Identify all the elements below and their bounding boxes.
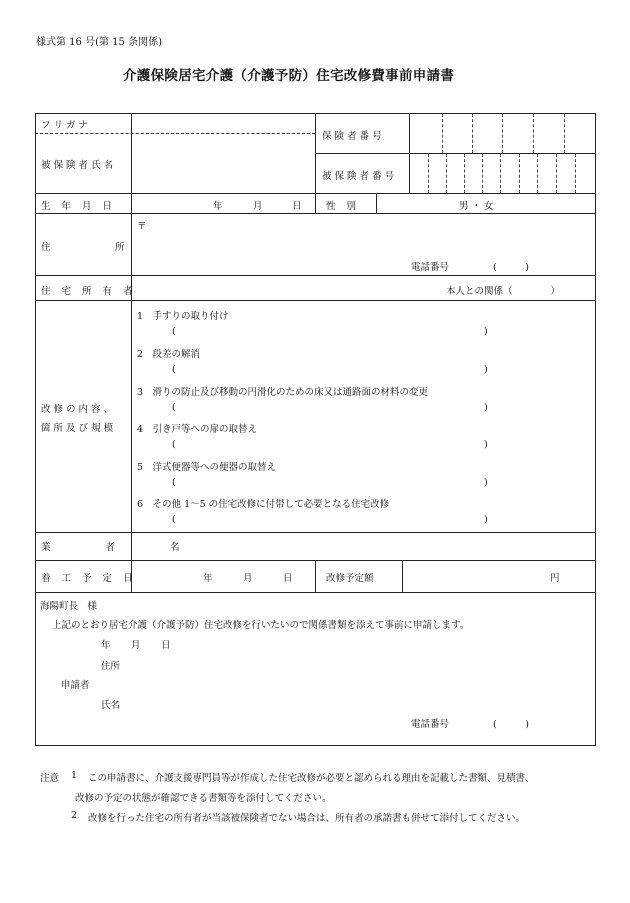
paren-close: )	[484, 326, 488, 337]
paren-close: )	[484, 364, 488, 375]
declaration-statement: 上記のとおり居宅介護（介護予防）住宅改修を行いたいので関係書類を添えて事前に申請します。	[52, 620, 470, 631]
paren-open: (	[172, 364, 176, 375]
content-label-line1: 改 修 の 内 容 、	[41, 404, 114, 415]
paren-close: )	[484, 477, 488, 488]
birth-month: 月	[253, 201, 263, 212]
birth-year: 年	[213, 201, 223, 212]
insurer-number-label: 保 険 者 番 号	[322, 131, 382, 142]
start-day: 日	[283, 573, 293, 584]
insured-name-label: 被 保 険 者 氏 名	[41, 160, 114, 171]
applicant-label: 申請者	[61, 680, 90, 691]
paren-open: (	[172, 477, 176, 488]
declaration-phone: 電話番号	[411, 719, 450, 730]
declaration-day: 日	[161, 640, 171, 651]
declaration-phone-paren: ( )	[493, 719, 529, 730]
start-date-label: 着 工 予 定 日	[41, 573, 137, 584]
note-1-continued: 改修の予定の状態が確認できる書類等を添付してください。	[75, 793, 332, 804]
note-2: 改修を行った住宅の所有者が当該被保険者でない場合は、所有者の承諾書も併せて添付してください。	[88, 813, 526, 824]
notes-label: 注意	[40, 773, 60, 784]
planned-amount-label: 改修予定額	[326, 573, 374, 584]
declaration-month: 月	[131, 640, 141, 651]
paren-open: (	[172, 326, 176, 337]
birthdate-label: 生 年 月 日	[41, 201, 117, 212]
phone-label: 電話番号	[411, 262, 450, 273]
postal-mark: 〒	[137, 221, 147, 232]
paren-open: (	[172, 402, 176, 413]
vendor-label: 業 者 名	[41, 542, 206, 553]
content-label-line2: 箇 所 及 び 規 模	[41, 423, 114, 434]
page-title: 介護保険居宅介護（介護予防）住宅改修費事前申請書	[123, 68, 455, 84]
address-label-1: 住	[41, 242, 51, 253]
start-month: 月	[243, 573, 253, 584]
paren-close: )	[484, 402, 488, 413]
gender-label: 性 別	[326, 201, 361, 212]
renovation-item-2: 2 段差の解消	[137, 349, 201, 360]
start-year: 年	[203, 573, 213, 584]
note-1-number: 1	[71, 770, 78, 781]
yen-label: 円	[550, 573, 560, 584]
paren-open: (	[172, 439, 176, 450]
gender-options: 男 ・ 女	[459, 201, 494, 212]
declaration-address: 住所	[101, 661, 121, 672]
relation-label: 本人との関係（ ）	[446, 286, 561, 297]
declaration-year: 年	[101, 640, 111, 651]
furigana-label: フ リ ガ ナ	[41, 120, 89, 131]
renovation-item-5: 5 洋式便器等への便器の取替え	[137, 462, 277, 473]
address-label-2: 所	[115, 242, 125, 253]
renovation-item-4: 4 引き戸等への扉の取替え	[137, 424, 258, 435]
owner-label: 住 宅 所 有 者	[41, 286, 137, 297]
paren-close: )	[484, 514, 488, 525]
birth-day: 日	[292, 201, 302, 212]
phone-paren: ( )	[493, 262, 529, 273]
addressee: 海陽町長 様	[40, 601, 98, 612]
paren-close: )	[484, 439, 488, 450]
note-2-number: 2	[71, 810, 78, 821]
paren-open: (	[172, 514, 176, 525]
renovation-item-6: 6 その他 1～5 の住宅改修に付帯して必要となる住宅改修	[137, 499, 390, 510]
declaration-name: 氏名	[101, 700, 121, 711]
insured-number-label: 被 保 険 者 番 号	[322, 171, 395, 182]
note-1: この申請書に、介護支援専門員等が作成した住宅改修が必要と認められる理由を記載した書類、見積書、	[88, 773, 535, 784]
renovation-item-1: 1 手すりの取り付け	[137, 311, 229, 322]
renovation-item-3: 3 滑りの防止及び移動の円滑化のための床又は通路面の材料の変更	[137, 387, 429, 398]
form-number: 様式第 16 号(第 15 条関係)	[36, 37, 162, 48]
